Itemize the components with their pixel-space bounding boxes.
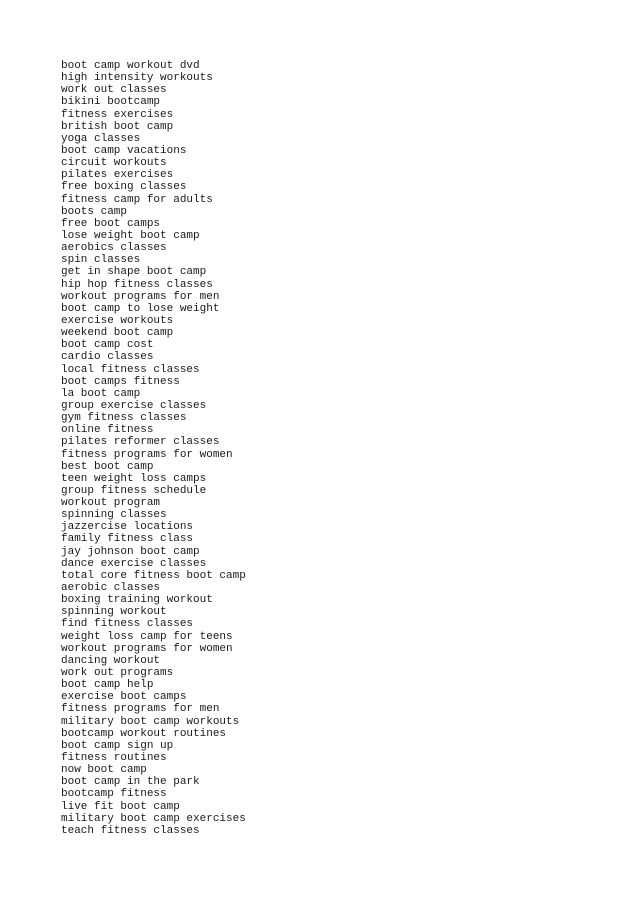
keyword-line: weekend boot camp — [61, 327, 174, 340]
keyword-line: boot camp vacations — [61, 144, 187, 157]
keyword-line: boot camp sign up — [61, 739, 174, 752]
keyword-line: jazzercise locations — [61, 521, 194, 534]
keyword-line: jay johnson boot camp — [61, 545, 200, 558]
keyword-line: find fitness classes — [61, 618, 194, 631]
keyword-line: fitness exercises — [61, 108, 174, 121]
keyword-line: military boot camp workouts — [61, 715, 240, 728]
keyword-line: online fitness — [61, 424, 154, 437]
keyword-line: circuit workouts — [61, 157, 167, 170]
keyword-line: bootcamp workout routines — [61, 727, 227, 740]
keyword-line: teen weight loss camps — [61, 472, 207, 485]
keyword-line: aerobic classes — [61, 582, 161, 595]
keyword-line: fitness programs for men — [61, 703, 220, 716]
keyword-line: fitness camp for adults — [61, 193, 213, 206]
keyword-line: now boot camp — [61, 764, 147, 777]
keyword-line: pilates exercises — [61, 169, 174, 182]
keyword-line: boot camp to lose weight — [61, 302, 220, 315]
keyword-line: fitness programs for women — [61, 448, 233, 461]
keyword-line: exercise workouts — [61, 314, 174, 327]
keyword-line: live fit boot camp — [61, 800, 180, 813]
keyword-line: weight loss camp for teens — [61, 630, 233, 643]
keyword-line: bikini bootcamp — [61, 96, 161, 109]
keyword-line: group exercise classes — [61, 399, 207, 412]
keyword-line: total core fitness boot camp — [61, 569, 246, 582]
keyword-line: military boot camp exercises — [61, 812, 246, 825]
keyword-line: high intensity workouts — [61, 72, 213, 85]
keyword-line: aerobics classes — [61, 242, 167, 255]
keyword-line: spinning workout — [61, 606, 167, 619]
keyword-line: hip hop fitness classes — [61, 278, 213, 291]
keyword-line: free boxing classes — [61, 181, 187, 194]
keyword-line: yoga classes — [61, 132, 141, 145]
keyword-line: boot camps fitness — [61, 375, 180, 388]
keyword-line: get in shape boot camp — [61, 266, 207, 279]
keyword-line: group fitness schedule — [61, 484, 207, 497]
keyword-list — [61, 60, 246, 837]
keyword-line: local fitness classes — [61, 363, 200, 376]
keyword-line: spinning classes — [61, 509, 167, 522]
keyword-line: pilates reformer classes — [61, 436, 220, 449]
keyword-line: british boot camp — [61, 120, 174, 133]
keyword-line: cardio classes — [61, 351, 154, 364]
keyword-line: boot camp cost — [61, 339, 154, 352]
keyword-line: boxing training workout — [61, 594, 213, 607]
keyword-line: bootcamp fitness — [61, 788, 167, 801]
keyword-line: workout programs for men — [61, 290, 220, 303]
keyword-line: dance exercise classes — [61, 557, 207, 570]
keyword-line: boot camp workout dvd — [61, 60, 200, 72]
keyword-line: family fitness class — [61, 533, 194, 546]
keyword-line: lose weight boot camp — [61, 229, 200, 242]
keyword-line: gym fitness classes — [61, 412, 187, 425]
keyword-line: spin classes — [61, 254, 141, 267]
keyword-line: dancing workout — [61, 654, 161, 667]
keyword-line: free boot camps — [61, 217, 161, 230]
keyword-line: workout programs for women — [61, 642, 233, 655]
keyword-line: work out programs — [61, 667, 174, 680]
keyword-line: workout program — [61, 497, 161, 510]
keyword-line: boots camp — [61, 205, 128, 218]
keyword-line: la boot camp — [61, 387, 141, 400]
keyword-line: boot camp in the park — [61, 776, 200, 789]
keyword-line: work out classes — [61, 84, 167, 97]
keyword-line: boot camp help — [61, 679, 154, 692]
keyword-line: best boot camp — [61, 460, 154, 473]
keyword-line: exercise boot camps — [61, 691, 187, 704]
keyword-line: fitness routines — [61, 752, 167, 765]
keyword-line: teach fitness classes — [61, 824, 200, 837]
